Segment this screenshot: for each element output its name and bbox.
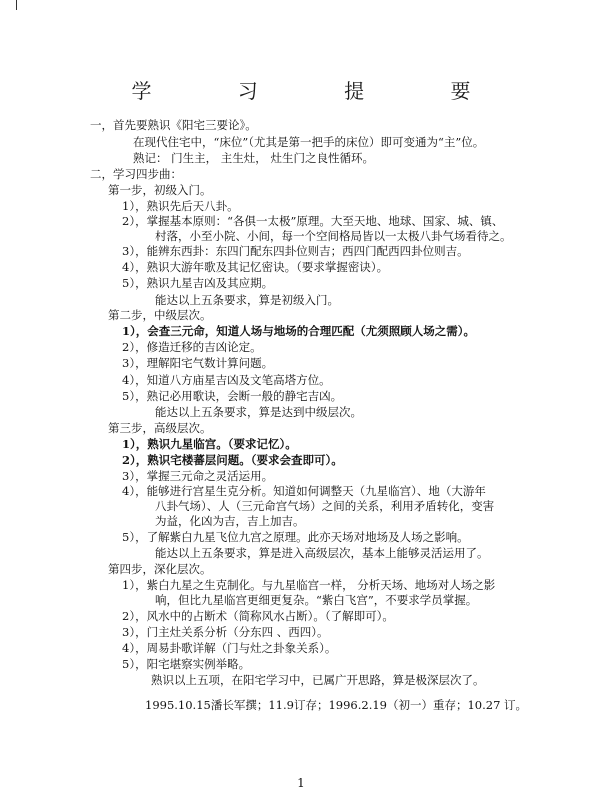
step-2-item-3: 3），理解阳宅气数计算问题。 — [122, 356, 274, 370]
step-3-summary: 能达以上五条要求，算是进入高级层次，基本上能够灵活运用了。 — [155, 546, 489, 560]
step-3-item-3: 3），掌握三元命之灵活运用。 — [122, 469, 274, 483]
step-3-item-4-cont-2: 为益，化凶为吉，吉上加吉。 — [155, 514, 305, 528]
step-1-item-1: 1），熟识先后天八卦。 — [122, 199, 239, 213]
step-3-item-5: 5），了解紫白九星飞位九宫之原理。此亦天场对地场及人场之影响。 — [122, 530, 469, 544]
step-1-item-2: 2），掌握基本原则：“各俱一太极”原理。大至天地、地球、国家、城、镇、 — [122, 214, 504, 228]
page-title: 学 习 提 要 — [131, 79, 511, 103]
bed-position-note: 在现代住宅中，“床位”（尤其是第一把手的床位）即可变通为“主”位。 — [133, 135, 485, 149]
step-1-item-4: 4），熟识大游年歌及其记忆密诀。（要求掌握密诀）。 — [122, 260, 389, 274]
step-4-item-3: 3），门主灶关系分析（分东四 、西四）。 — [122, 625, 329, 639]
step-1-summary: 能达以上五条要求，算是初级入门。 — [155, 293, 339, 307]
memorize-cycle-note: 熟记： 门生主， 主生灶， 灶生门之良性循环。 — [133, 151, 374, 165]
step-3-item-4-cont: 八卦气场）、人（三元命宫气场）之间的关系，利用矛盾转化，变害 — [155, 499, 495, 513]
step-1-item-2-cont: 村落，小至小院、小间，每一个空间格局皆以一太极八卦气场看待之。 — [155, 229, 512, 243]
step-2-item-4: 4），知道八方庙星吉凶及文笔高塔方位。 — [122, 373, 331, 387]
step-4-heading: 第四步，深化层次。 — [108, 562, 212, 576]
step-4-item-4: 4），周易卦歌详解（门与灶之卦象关系）。 — [122, 641, 337, 655]
step-1-item-5: 5），熟识九星吉凶及其应期。 — [122, 276, 274, 290]
step-4-item-5: 5），阳宅堪察实例举略。 — [122, 657, 251, 671]
step-2-heading: 第二步，中级层次。 — [108, 308, 212, 322]
step-3-heading: 第三步，高级层次。 — [108, 421, 212, 435]
section-1-heading: 一，首先要熟识《阳宅三要论》。 — [90, 118, 257, 132]
step-3-item-2: 2），熟识宅楼蕃层问题。（要求会查即可）。 — [122, 453, 343, 467]
step-4-summary: 熟识以上五项，在阳宅学习中，已属广开思路，算是极深层次了。 — [151, 673, 485, 687]
step-2-item-1: 1），会查三元命，知道人场与地场的合理匹配（尤须照顾人场之需）。 — [122, 324, 475, 338]
step-2-item-2: 2），修造迁移的吉凶论定。 — [122, 340, 262, 354]
revision-footer: 1995.10.15潘长军撰；11.9订存；1996.2.19（初一）重存；10.27 订。 — [145, 698, 528, 712]
section-2-heading: 二，学习四步曲： — [90, 167, 182, 181]
step-2-item-5: 5），熟记必用歌诀，会断一般的静宅吉凶。 — [122, 389, 343, 403]
step-3-item-1: 1），熟识九星临宫。（要求记忆）。 — [122, 437, 297, 451]
step-4-item-1-cont: 响，但比九星临宫更细更复杂。“紫白飞宫”，不要求学员掌握。 — [155, 593, 478, 607]
step-2-summary: 能达以上五条要求，算是达到中级层次。 — [155, 405, 362, 419]
page-number: 1 — [297, 776, 305, 790]
step-3-item-4: 4），能够进行宫星生克分析。知道如何调整天（九星临宫）、地（大游年 — [122, 484, 486, 498]
step-1-heading: 第一步，初级入门。 — [108, 183, 212, 197]
step-4-item-1: 1），紫白九星之生克制化。与九星临宫一样， 分析天场、地场对人场之影 — [122, 578, 496, 592]
scan-edge-mark — [16, 0, 17, 10]
step-1-item-3: 3），能辨东西卦：东四门配东四卦位则吉；西四门配西四卦位则吉。 — [122, 244, 469, 258]
step-4-item-2: 2），风水中的占断术（简称风水占断）。（了解即可）。 — [122, 609, 394, 623]
